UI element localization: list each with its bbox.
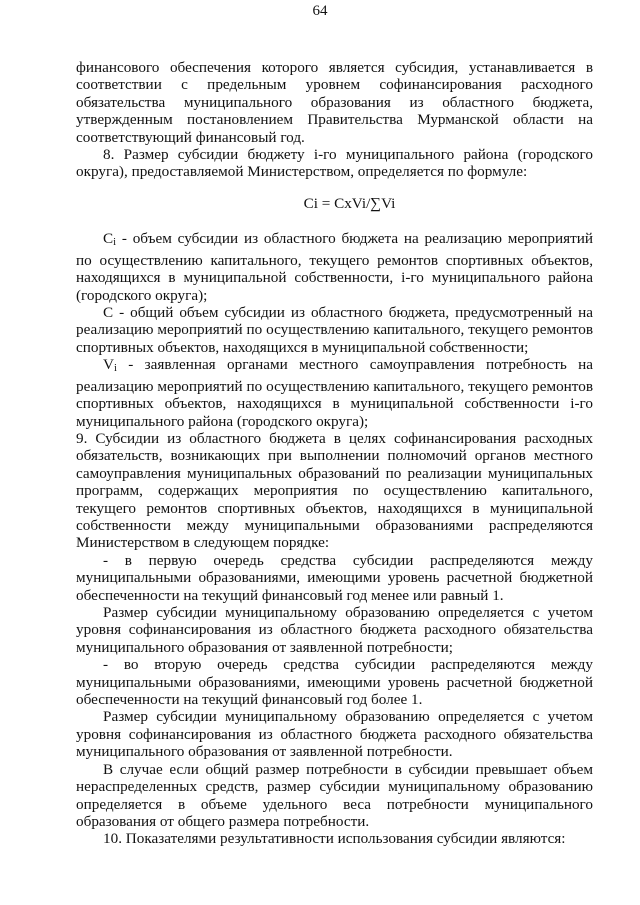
paragraph-first-priority-size: Размер субсидии муниципальному образованию определяется с учетом уровня софинансирования из областного бюджета расходного обязательства муниципального образования от заявленной потребности; — [76, 604, 593, 656]
paragraph-first-priority: - в первую очередь средства субсидии распределяются между муниципальными образованиями, имеющими уровень расчетной бюджетной обеспеченности на текущий финансовый год менее или равный 1. — [76, 551, 593, 604]
paragraph-c-definition: C - общий объем субсидии из областного бюджета, предусмотренный на реализацию мероприятий по осуществлению капитального, текущего ремонтов спортивных объектов, находящихся в муниципальной собственности; — [76, 304, 593, 356]
page-number: 64 — [312, 3, 328, 19]
paragraph-vi-definition — [76, 356, 593, 430]
ci-definition-text: - объем субсидии из областного бюджета на реализацию мероприятий по осуществлению капитального, текущего ремонтов спортивных объектов, находящихся в муниципальной собственности, i-го муниципального района (городского округа); — [76, 230, 593, 304]
paragraph-second-priority: - во вторую очередь средства субсидии распределяются между муниципальными образованиями, имеющими уровень расчетной бюджетной обеспеченности на текущий финансовый год более 1. — [76, 656, 593, 709]
paragraph-subsidy-limit: финансового обеспечения которого является субсидия, устанавливается в соответствии с предельным уровнем софинансирования расходного обязательства муниципального образования из областного бюджета, утвержденным постановлением Правительства Мурманской области на соответствующий финансовый год. — [76, 59, 593, 146]
vi-symbol: V — [103, 356, 114, 374]
ci-subscript: i — [113, 237, 117, 249]
paragraph-item-8: 8. Размер субсидии бюджету i-го муниципального района (городского округа), предоставляемой Министерством, определяется по формуле: — [76, 146, 593, 181]
vi-definition-text: - заявленная органами местного самоуправления потребность на реализацию мероприятий по осуществлению капитального, текущего ремонтов спортивных объектов, находящихся в муниципальной собственности i-го муниципального района (городского округа); — [76, 356, 593, 430]
ci-symbol: C — [103, 230, 114, 248]
paragraph-item-10: 10. Показателями результативности использования субсидии являются: — [103, 830, 566, 848]
paragraph-item-9: 9. Субсидии из областного бюджета в целях софинансирования расходных обязательств, возникающих при выполнении полномочий органов местного самоуправления муниципальных образований по реализации муниципальных программ, содержащих мероприятия по осуществлению капитального, текущего ремонтов спортивных объектов, находящихся в муниципальной собственности между муниципальными образованиями распределяются Министерством в следующем порядке: — [76, 429, 593, 552]
subsidy-formula: Ci = CxVi/∑Vi — [303, 194, 396, 212]
document-body — [76, 59, 593, 848]
paragraph-second-priority-size: Размер субсидии муниципальному образованию определяется с учетом уровня софинансирования из областного бюджета расходного обязательства муниципального образования от заявленной потребности. — [76, 708, 593, 761]
paragraph-ci-definition — [76, 230, 593, 304]
paragraph-excess-demand: В случае если общий размер потребности в субсидии превышает объем нераспределенных средств, размер субсидии муниципальному образованию определяется в объеме удельного веса потребности муниципального образования от общего размера потребности. — [76, 760, 593, 830]
vi-subscript: i — [113, 363, 117, 375]
